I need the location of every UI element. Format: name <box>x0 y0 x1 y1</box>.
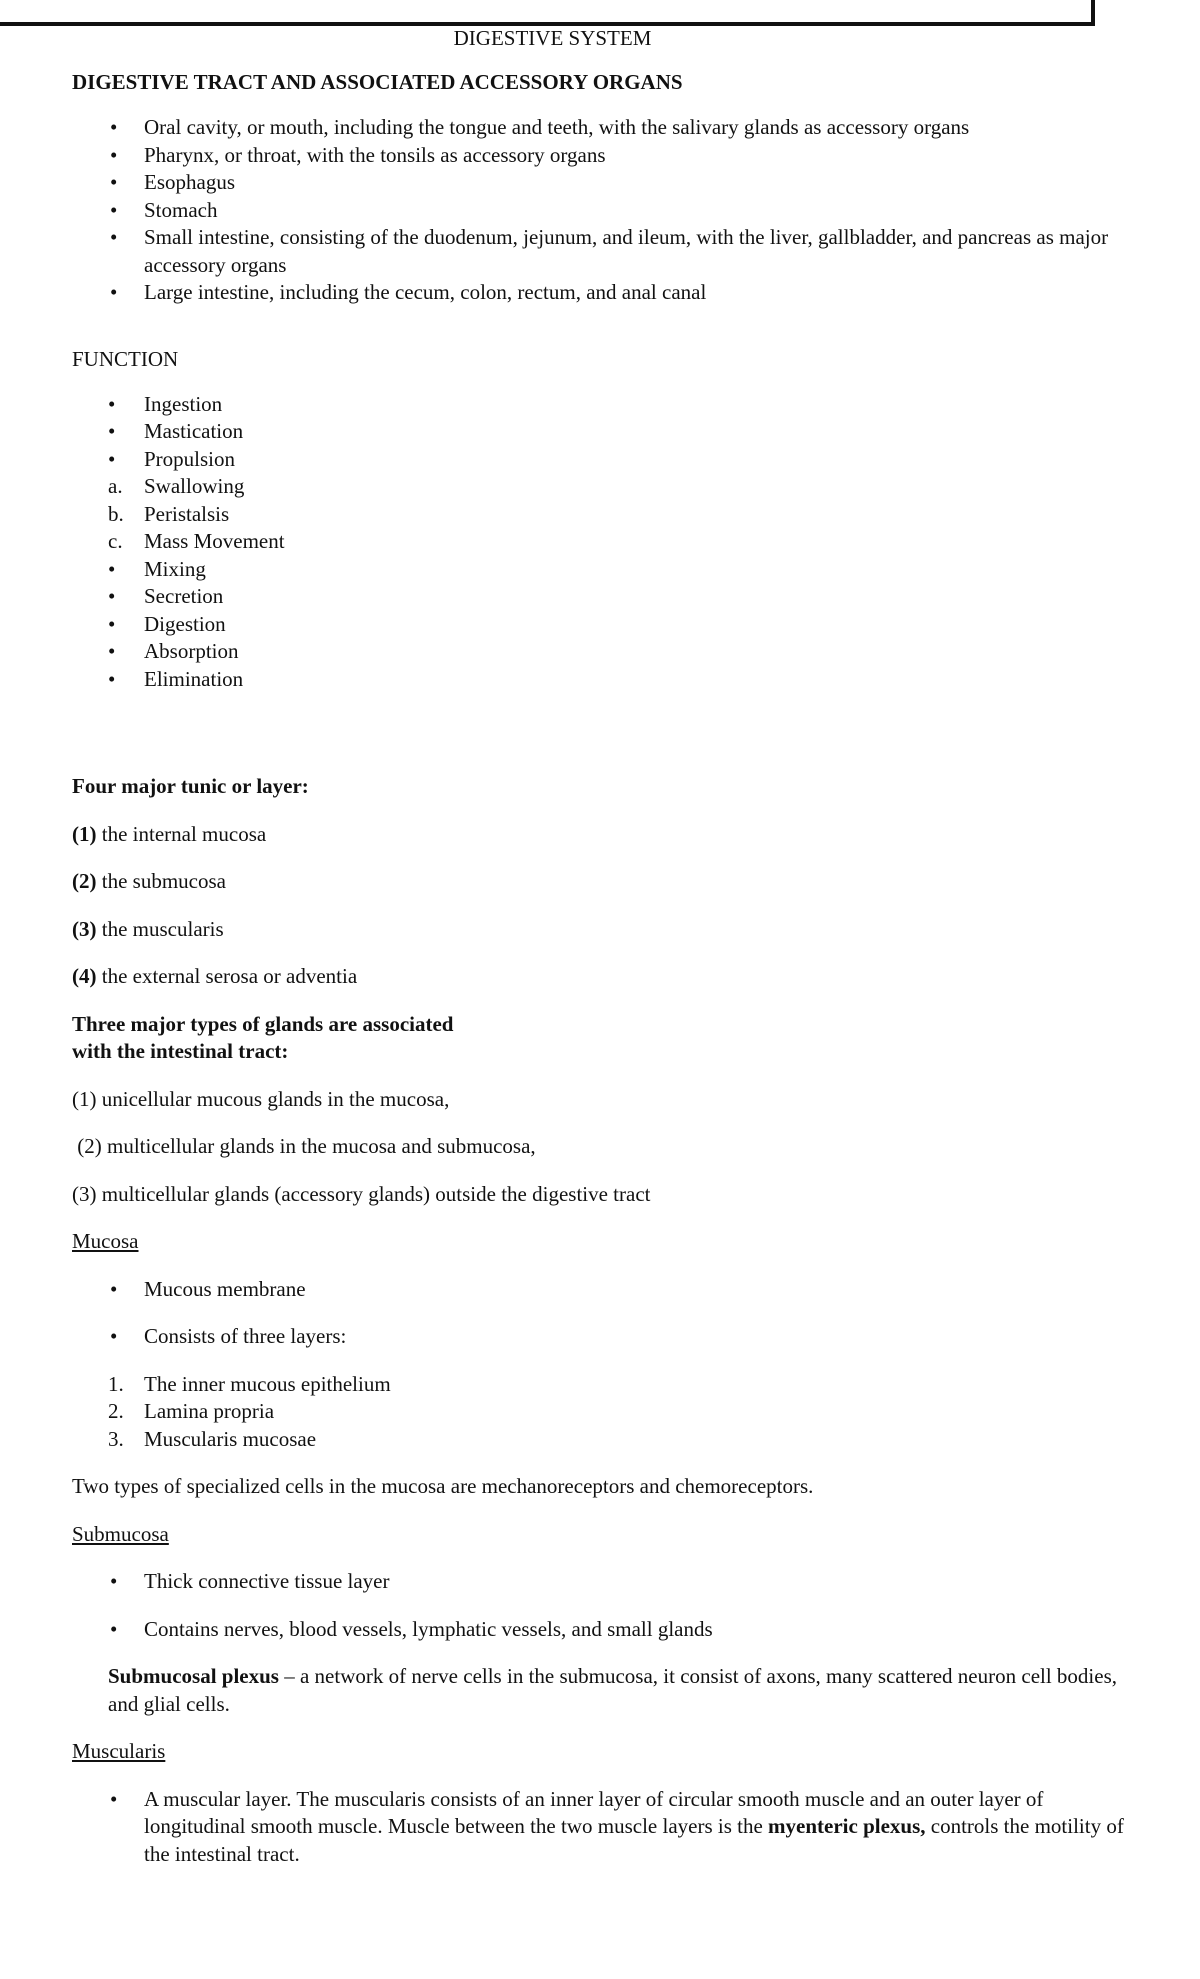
tunics-heading: Four major tunic or layer: <box>72 774 309 798</box>
list-item: 1. The inner mucous epithelium <box>108 1371 391 1396</box>
mucosa-note: Two types of specialized cells in the mucosa are mechanoreceptors and chemoreceptors. <box>72 1474 814 1498</box>
tunic-item: (4) the external serosa or adventia <box>72 964 358 988</box>
document-body <box>72 70 1147 1868</box>
gland-item: (2) multicellular glands in the mucosa and submucosa, <box>72 1134 536 1158</box>
mucosa-layers-list <box>72 1371 1147 1454</box>
list-item: 2. Lamina propria <box>108 1399 275 1423</box>
list-item: • Pharynx, or throat, with the tonsils as accessory organs <box>110 142 606 167</box>
list-item: a. Swallowing <box>108 474 245 498</box>
list-item: • Mucous membrane <box>110 1276 306 1301</box>
muscularis-heading: Muscularis <box>72 1739 166 1763</box>
list-item: • Propulsion <box>108 446 236 471</box>
list-item: • Consists of three layers: <box>110 1324 347 1348</box>
mucosa-heading: Mucosa <box>72 1229 139 1253</box>
glands-heading: Three major types of glands are associated with the intestinal tract: <box>72 1011 454 1063</box>
tract-list <box>72 114 1147 307</box>
section-heading-tract: DIGESTIVE TRACT AND ASSOCIATED ACCESSORY ORGANS <box>72 70 683 94</box>
list-item: • Contains nerves, blood vessels, lymphatic vessels, and small glands <box>110 1616 713 1641</box>
list-item: • Absorption <box>108 639 239 663</box>
list-item: • Oral cavity, or mouth, including the tongue and teeth, with the salivary glands as accessory organs <box>110 115 970 139</box>
list-item: • Mixing <box>108 556 206 581</box>
list-item: • Ingestion <box>108 391 223 416</box>
list-item: 3. Muscularis mucosae <box>108 1426 317 1451</box>
list-item: • Esophagus <box>110 170 235 194</box>
submucosa-list <box>72 1568 1147 1643</box>
list-item: • A muscular layer. The muscularis consists of an inner layer of circular smooth muscle and an outer layer of longitudinal smooth muscle. Muscle between the two muscle layers is the myenteric plexus, controls the motility of the intestinal tract. <box>110 1786 1124 1866</box>
muscularis-list <box>72 1786 1147 1869</box>
list-item: c. Mass Movement <box>108 529 285 553</box>
submucosa-heading: Submucosa <box>72 1521 169 1546</box>
tunic-item: (1) the internal mucosa <box>72 821 267 846</box>
gland-item: (1) unicellular mucous glands in the mucosa, <box>72 1086 450 1111</box>
mucosa-list <box>72 1276 1147 1351</box>
section-heading-function: FUNCTION <box>72 346 179 371</box>
list-item: • Elimination <box>108 666 244 691</box>
list-item: • Digestion <box>108 611 226 636</box>
page-border <box>0 0 1095 26</box>
function-list <box>72 391 1147 694</box>
list-item: b. Peristalsis <box>108 501 230 526</box>
document-title: DIGESTIVE SYSTEM <box>453 26 652 50</box>
list-item: • Thick connective tissue layer <box>110 1569 390 1593</box>
tunic-item: (2) the submucosa <box>72 869 226 893</box>
tunic-item: (3) the muscularis <box>72 916 224 941</box>
list-item: • Small intestine, consisting of the duodenum, jejunum, and ileum, with the liver, gallbladder, and pancreas as major accessory organs <box>110 225 1109 277</box>
list-item: • Large intestine, including the cecum, colon, rectum, and anal canal <box>110 280 707 304</box>
list-item: • Mastication <box>108 419 244 443</box>
list-item: • Stomach <box>110 197 218 222</box>
gland-item: (3) multicellular glands (accessory glands) outside the digestive tract <box>72 1181 651 1206</box>
submucosal-plexus-paragraph: Submucosal plexus – a network of nerve cells in the submucosa, it consist of axons, many scattered neuron cell bodies, and glial cells. <box>108 1664 1118 1716</box>
list-item: • Secretion <box>108 584 224 608</box>
